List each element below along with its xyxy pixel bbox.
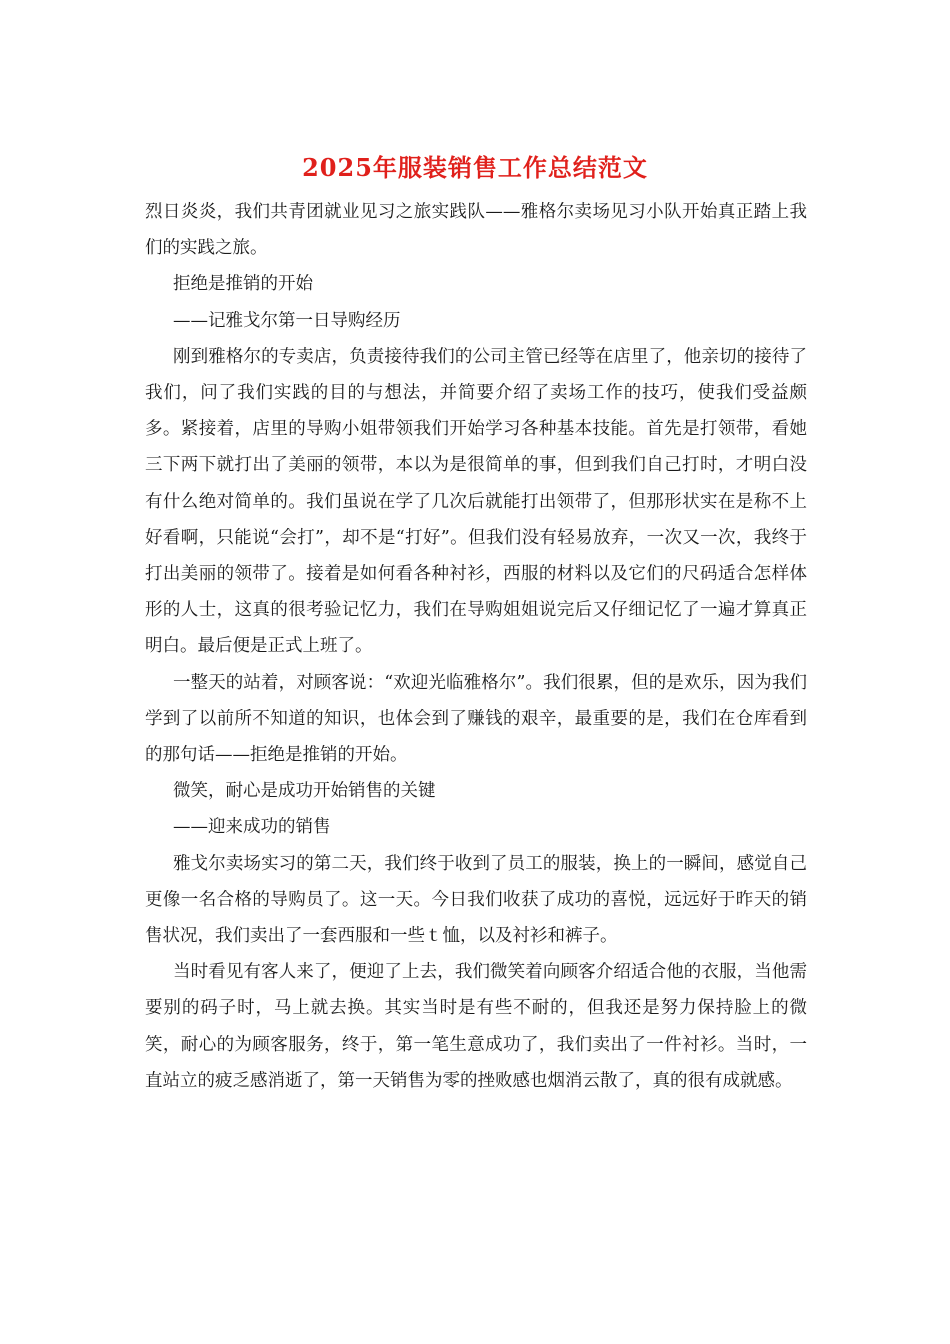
paragraph: 拒绝是推销的开始: [173, 274, 313, 295]
paragraph: ——迎来成功的销售: [173, 817, 331, 838]
paragraph: 烈日炎炎，我们共青团就业见习之旅实践队——雅格尔卖场见习小队开始真正踏上我们的实践之旅。: [145, 202, 807, 259]
paragraph: 当时看见有客人来了，便迎了上去，我们微笑着向顾客介绍适合他的衣服，当他需要别的码子时，马上就去换。其实当时是有些不耐的，但我还是努力保持脸上的微笑，耐心的为顾客服务，终于，第一笔生意成功了，我们卖出了一件衬衫。当时，一直站立的疲乏感消逝了，第一天销售为零的挫败感也烟消云散了，真的很有成就感。: [145, 962, 807, 1091]
paragraph: ——记雅戈尔第一日导购经历: [173, 310, 401, 331]
document-body: [145, 194, 807, 1099]
paragraph: 一整天的站着，对顾客说：“欢迎光临雅格尔”。我们很累，但的是欢乐，因为我们学到了以前所不知道的知识，也体会到了赚钱的艰辛，最重要的是，我们在仓库看到的那句话——拒绝是推销的开始。: [145, 672, 807, 766]
paragraph: 刚到雅格尔的专卖店，负责接待我们的公司主管已经等在店里了，他亲切的接待了我们，问了我们实践的目的与想法，并简要介绍了卖场工作的技巧，使我们受益颇多。紧接着，店里的导购小姐带领我们开始学习各种基本技能。首先是打领带，看她三下两下就打出了美丽的领带，本以为是很简单的事，但到我们自己打时，才明白没有什么绝对简单的。我们虽说在学了几次后就能打出领带了，但那形状实在是称不上好看啊，只能说“会打”，却不是“打好”。但我们没有轻易放弃，一次又一次，我终于打出美丽的领带了。接着是如何看各种衬衫，西服的材料以及它们的尺码适合怎样体形的人士，这真的很考验记忆力，我们在导购姐姐说完后又仔细记忆了一遍才算真正明白。最后便是正式上班了。: [145, 346, 807, 657]
paragraph: 雅戈尔卖场实习的第二天，我们终于收到了员工的服装，换上的一瞬间，感觉自己更像一名合格的导购员了。这一天。今日我们收获了成功的喜悦，远远好于昨天的销售状况，我们卖出了一套西服和一些ｔ恤，以及衬衫和裤子。: [145, 853, 807, 947]
paragraph: 微笑，耐心是成功开始销售的关键: [173, 781, 436, 802]
document-title: 2025年服装销售工作总结范文: [302, 153, 648, 182]
